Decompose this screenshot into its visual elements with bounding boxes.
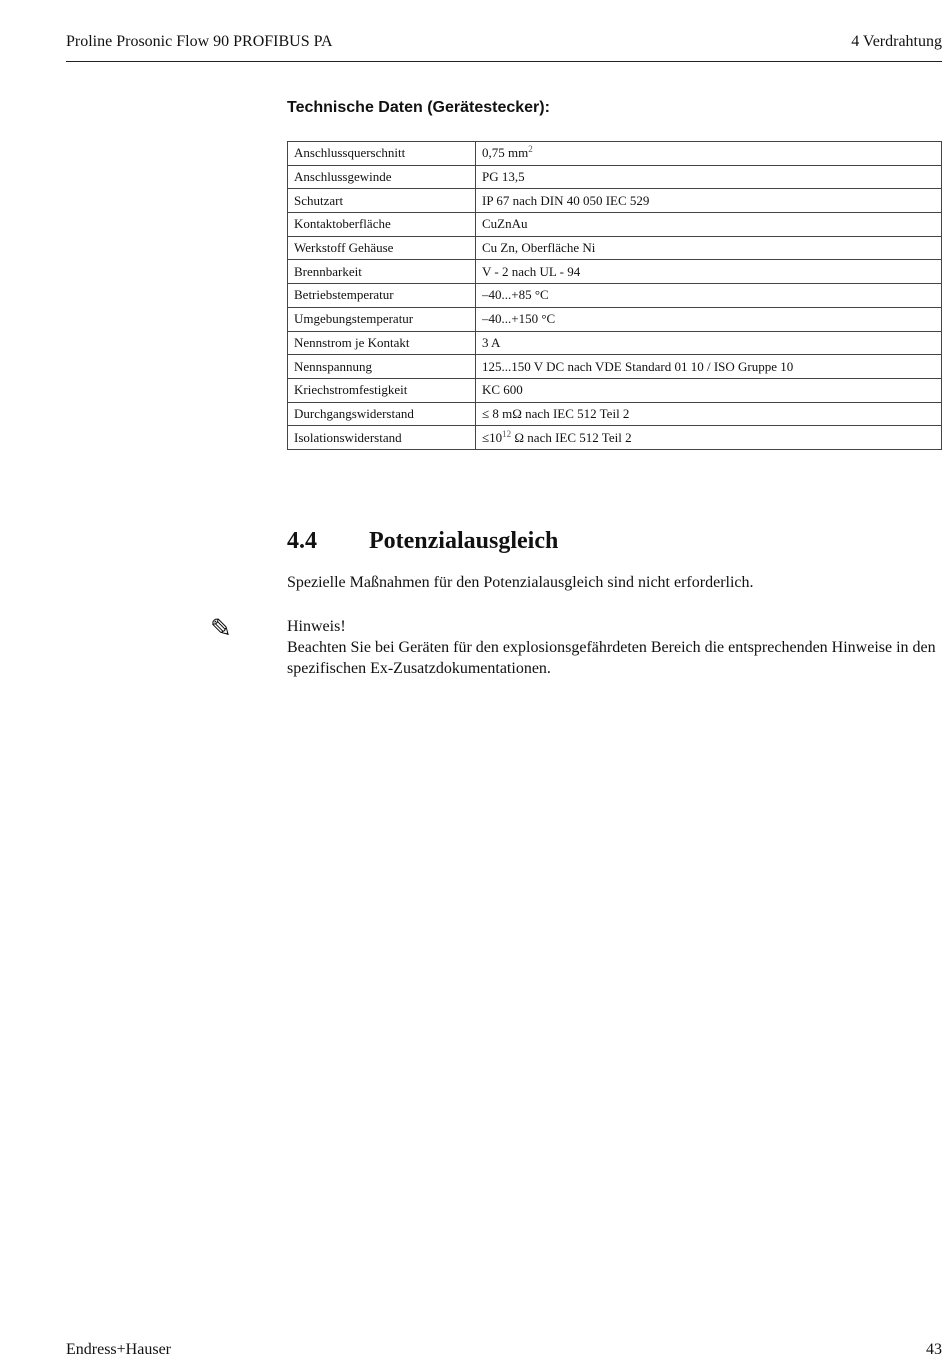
- row-value-text: IP 67 nach DIN 40 050 IEC 529: [482, 192, 650, 208]
- row-label: Anschlussgewinde: [288, 165, 476, 189]
- row-value: [476, 378, 942, 402]
- row-label: Kriechstromfestigkeit: [288, 378, 476, 402]
- table-row: [288, 142, 942, 166]
- table-row: [288, 331, 942, 355]
- note-text: Beachten Sie bei Geräten für den explosionsgefährdeten Bereich die entsprechenden Hinweise in den spezifischen Ex-Zusatzdokumentationen.: [287, 639, 936, 677]
- chapter-title: 4 Verdrahtung: [851, 33, 942, 50]
- note-block: [287, 616, 942, 679]
- row-value-text: 125...150 V DC nach VDE Standard 01 10 / ISO Gruppe 10: [482, 358, 794, 374]
- row-value: [476, 142, 942, 166]
- brand-footer: Endress+Hauser: [66, 1341, 171, 1358]
- row-value: [476, 426, 942, 450]
- pencil-icon: ✎: [210, 614, 232, 643]
- row-value-suffix: Ω nach IEC 512 Teil 2: [511, 429, 632, 445]
- row-label: Brennbarkeit: [288, 260, 476, 284]
- table-row: [288, 189, 942, 213]
- table-row: [288, 260, 942, 284]
- row-label: Umgebungstemperatur: [288, 307, 476, 331]
- row-value-text: V - 2 nach UL - 94: [482, 263, 581, 279]
- row-value-text: –40...+150 °C: [482, 311, 556, 327]
- row-value-text: ≤10: [482, 429, 503, 445]
- row-value: [476, 165, 942, 189]
- row-value-text: Cu Zn, Oberfläche Ni: [482, 240, 596, 256]
- row-value: [476, 402, 942, 426]
- tech-data-table: [287, 141, 942, 450]
- table-row: [288, 402, 942, 426]
- row-label: Anschlussquerschnitt: [288, 142, 476, 166]
- row-value: [476, 355, 942, 379]
- row-value-text: 3 A: [482, 334, 501, 350]
- row-value-superscript: 12: [502, 428, 512, 439]
- row-value: [476, 213, 942, 237]
- row-value-text: –40...+85 °C: [482, 287, 549, 303]
- row-label: Betriebstemperatur: [288, 284, 476, 308]
- table-row: [288, 284, 942, 308]
- row-label: Nennstrom je Kontakt: [288, 331, 476, 355]
- section-title: Potenzialausgleich: [369, 528, 559, 554]
- section-paragraph: Spezielle Maßnahmen für den Potenzialausgleich sind nicht erforderlich.: [287, 574, 754, 591]
- row-value: [476, 307, 942, 331]
- row-value-text: PG 13,5: [482, 169, 525, 185]
- row-value-superscript: 2: [528, 144, 533, 155]
- row-value-text: KC 600: [482, 382, 523, 398]
- row-value-text: ≤ 8 mΩ nach IEC 512 Teil 2: [482, 405, 630, 421]
- section-heading: [287, 528, 558, 555]
- table-row: [288, 426, 942, 450]
- section-number: 4.4: [287, 528, 317, 554]
- row-value-text: CuZnAu: [482, 216, 528, 232]
- row-value: [476, 331, 942, 355]
- page-number: 43: [926, 1341, 942, 1358]
- row-value: [476, 284, 942, 308]
- note-label: Hinweis!: [287, 618, 346, 635]
- row-label: Durchgangswiderstand: [288, 402, 476, 426]
- table-row: [288, 355, 942, 379]
- row-label: Schutzart: [288, 189, 476, 213]
- row-label: Isolationswiderstand: [288, 426, 476, 450]
- table-row: [288, 307, 942, 331]
- row-value: [476, 236, 942, 260]
- table-row: [288, 236, 942, 260]
- row-label: Kontaktoberfläche: [288, 213, 476, 237]
- table-row: [288, 165, 942, 189]
- row-label: Werkstoff Gehäuse: [288, 236, 476, 260]
- row-value-text: 0,75 mm: [482, 145, 529, 161]
- table-row: [288, 213, 942, 237]
- table-row: [288, 378, 942, 402]
- tech-data-heading: Technische Daten (Gerätestecker):: [287, 99, 550, 116]
- row-value: [476, 260, 942, 284]
- row-value: [476, 189, 942, 213]
- document-title: Proline Prosonic Flow 90 PROFIBUS PA: [66, 33, 333, 50]
- row-label: Nennspannung: [288, 355, 476, 379]
- page-header: [66, 30, 942, 62]
